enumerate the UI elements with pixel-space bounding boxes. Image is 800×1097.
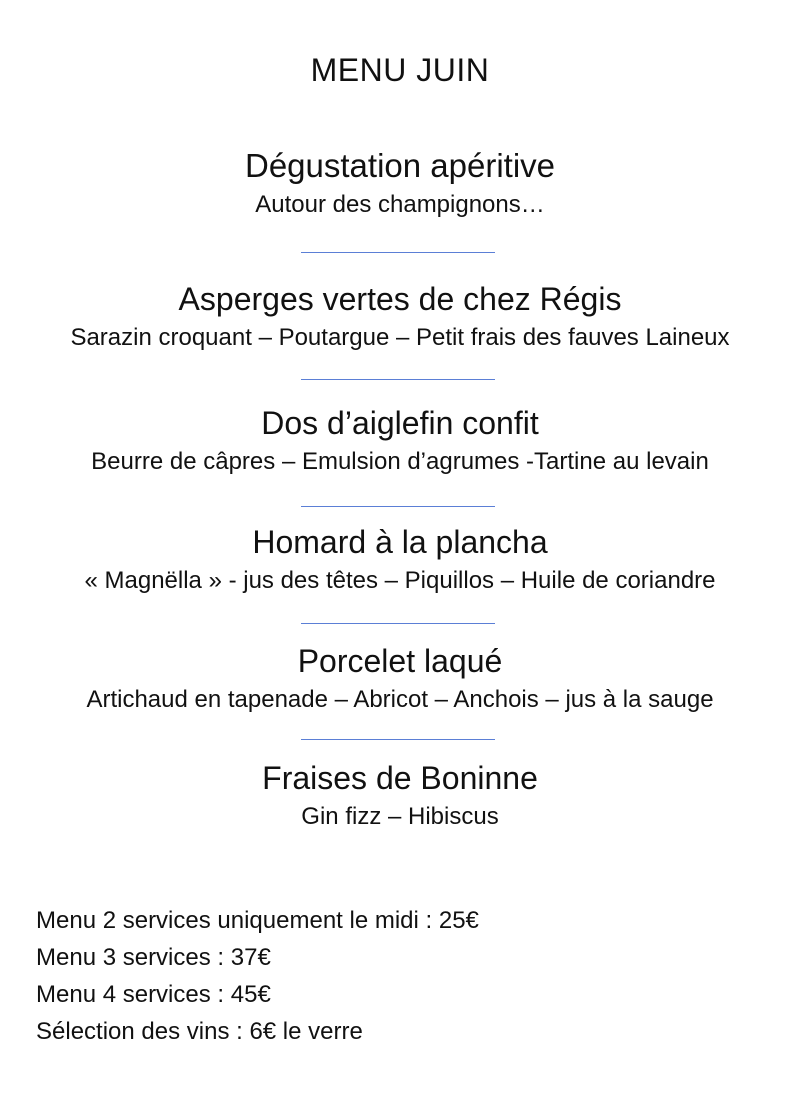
price-line: Menu 2 services uniquement le midi : 25€ [36,907,479,934]
course-1 [0,146,800,222]
course-3 [0,403,800,479]
course-4 [0,522,800,598]
course-description: Autour des champignons… [255,191,545,218]
price-line: Menu 4 services : 45€ [36,981,271,1008]
course-description: Gin fizz – Hibiscus [301,803,499,830]
course-6 [0,758,800,834]
course-separator [301,379,495,380]
course-name: Homard à la plancha [252,524,548,560]
course-description: Sarazin croquant – Poutargue – Petit frais des fauves Laineux [70,324,730,351]
course-name: Dos d’aiglefin confit [261,405,539,441]
course-description: « Magnëlla » - jus des têtes – Piquillos – Huile de coriandre [84,567,716,594]
course-name: Porcelet laqué [297,643,503,679]
course-name: Fraises de Boninne [262,760,538,796]
course-2 [0,279,800,355]
price-line: Sélection des vins : 6€ le verre [36,1018,363,1045]
course-separator [301,506,495,507]
course-name: Dégustation apéritive [244,147,556,184]
course-description: Beurre de câpres – Emulsion d’agrumes -Tartine au levain [91,448,709,475]
course-name: Asperges vertes de chez Régis [178,281,622,317]
course-separator [301,252,495,253]
course-separator [301,739,495,740]
course-description: Artichaud en tapenade – Abricot – Anchois – jus à la sauge [86,686,714,713]
course-separator [301,623,495,624]
price-list [36,902,479,1050]
price-line: Menu 3 services : 37€ [36,944,271,971]
menu-title: MENU JUIN [310,52,490,88]
course-5 [0,641,800,717]
